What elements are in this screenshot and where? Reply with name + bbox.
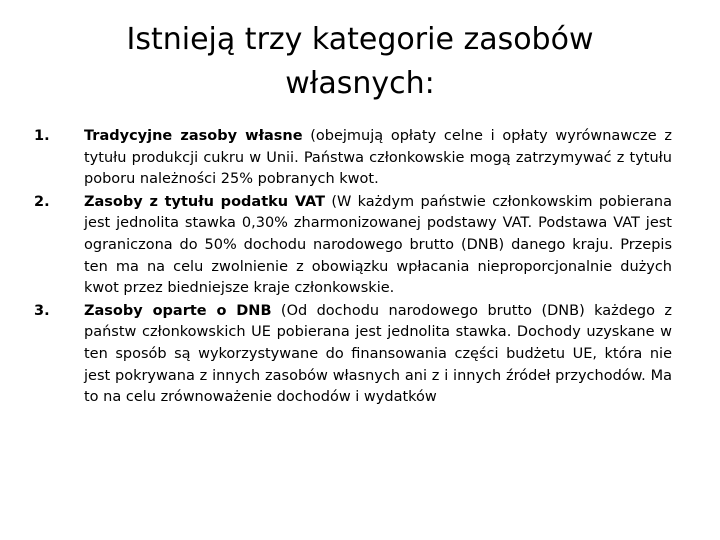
slide-title [60, 18, 660, 106]
slide-title-line-1: Istnieją trzy kategorie zasobów [126, 22, 594, 57]
list-item-number: 3. [34, 302, 50, 319]
list-item-text [84, 192, 672, 300]
list-item [34, 126, 672, 191]
list-item-text [84, 301, 672, 409]
list-item-lead: Zasoby oparte o DNB [84, 302, 272, 319]
list-item-body: (W każdym państwie członkowskim pobierana jest jednolita stawka 0,30% zharmonizowanej podstawy VAT. Podstawa VAT jest ograniczona do 50% dochodu narodowego brutto (DNB) danego kraju. Przepis ten ma na celu zwolnienie z obowiązku wpłacania nieproporcjonalnie dużych kwot przez biedniejsze kraje członkowskie. [84, 193, 672, 297]
list-item-body: (Od dochodu narodowego brutto (DNB) każdego z państw członkowskich UE pobierana jest jednolita stawka. Dochody uzyskane w ten sposób są wykorzystywane do finansowania części budżetu UE, która nie jest pokrywana z innych zasobów własnych ani z i innych źródeł przychodów. Ma to na celu zrównoważenie dochodów i wydatków [84, 302, 672, 406]
list-item-number: 1. [34, 128, 50, 144]
resource-list [34, 126, 672, 410]
list-item-lead: Zasoby z tytułu podatku VAT [84, 193, 326, 210]
list-item [34, 301, 672, 409]
list-item-text [84, 126, 672, 191]
list-item-number: 2. [34, 193, 50, 210]
slide-title-line-2: własnych: [285, 66, 435, 101]
list-item-body: (obejmują opłaty celne i opłaty wyrównawcze z tytułu produkcji cukru w Unii. Państwa członkowskie mogą zatrzymywać z tytułu poboru należności 25% pobranych kwot. [84, 128, 672, 188]
list-item-lead: Tradycyjne zasoby własne [84, 128, 303, 144]
list-item [34, 192, 672, 300]
